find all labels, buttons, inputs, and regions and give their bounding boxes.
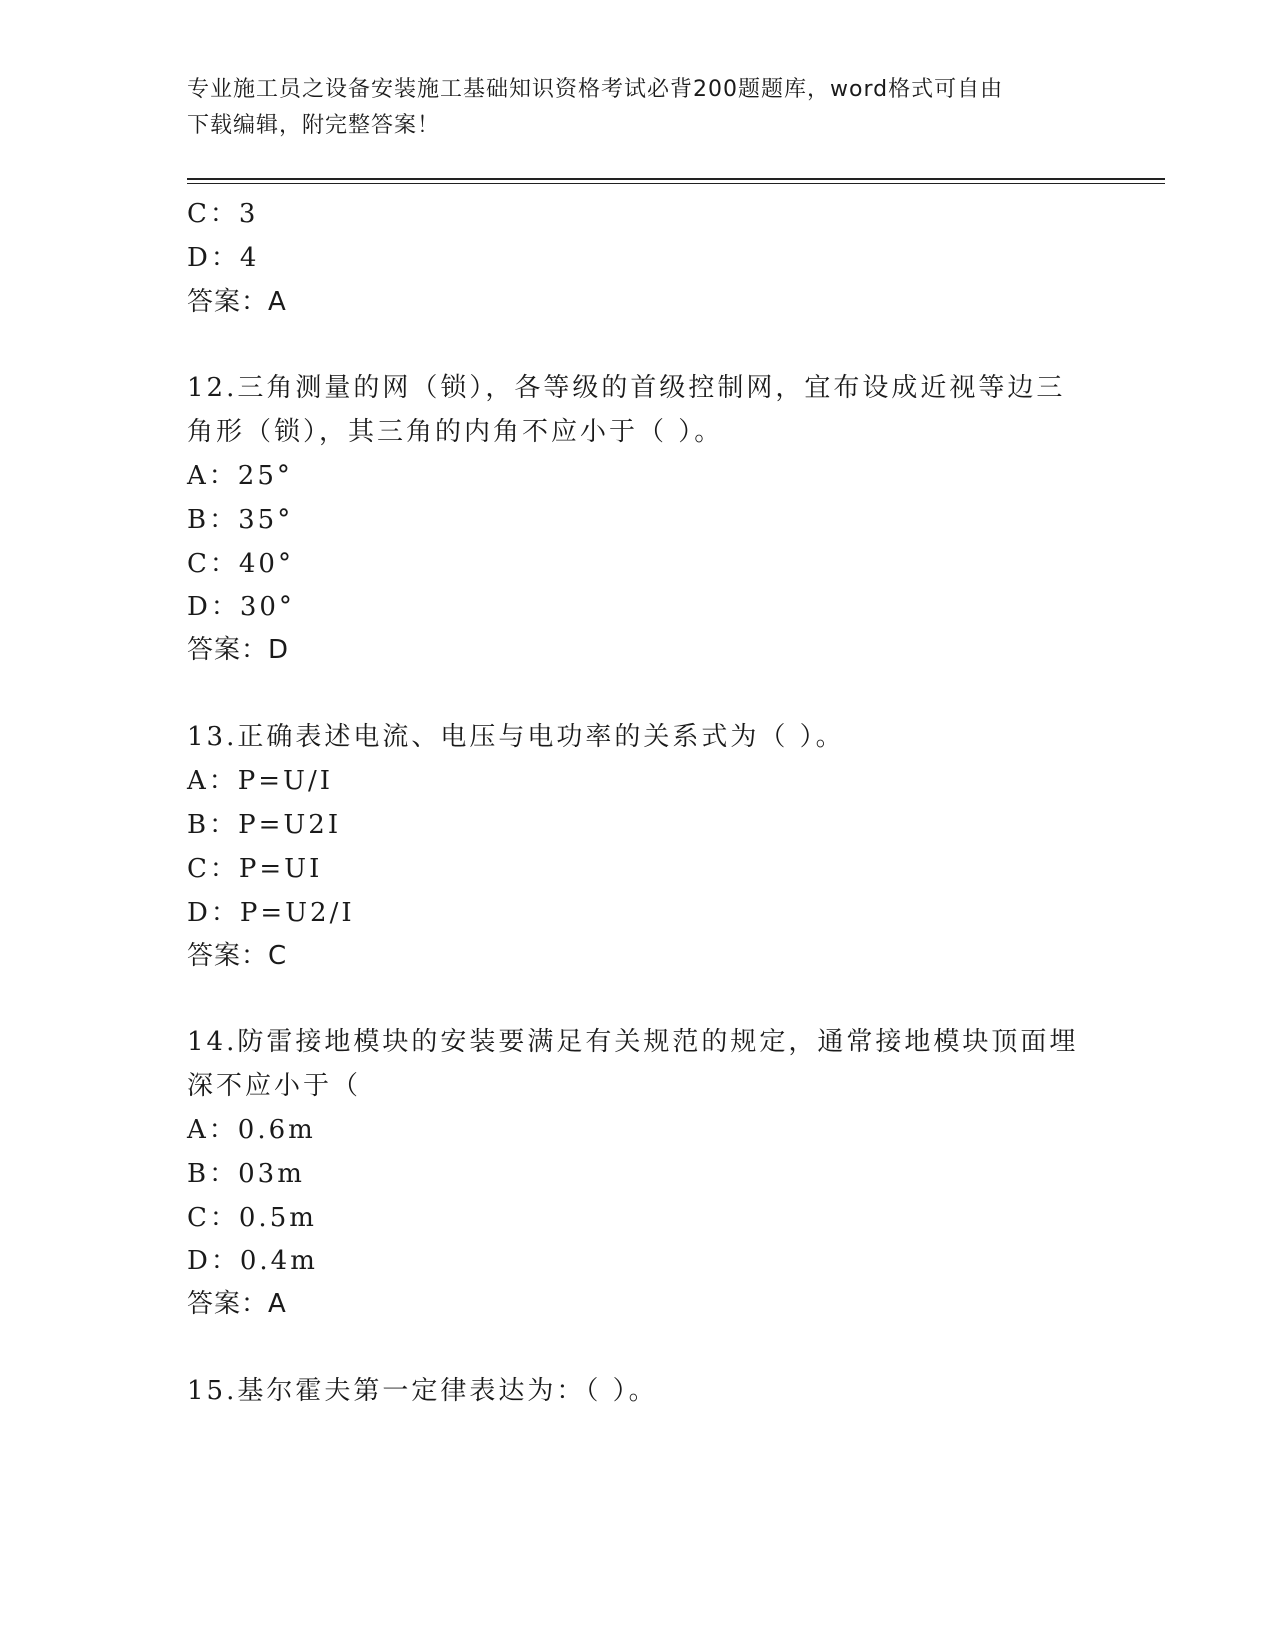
- option-c: C：3: [187, 199, 259, 229]
- option-a: A：0.6m: [187, 1115, 316, 1145]
- header-title-line-2: 下载编辑，附完整答案！: [187, 113, 441, 138]
- question-12-text-cont: 角形（锁），其三角的内角不应小于（ ）。: [187, 417, 724, 447]
- question-14-text-cont: 深不应小于（: [187, 1071, 362, 1101]
- answer-line: 答案：C: [187, 941, 288, 971]
- header-divider-thin: [187, 183, 1165, 184]
- answer-line: 答案：A: [187, 1289, 287, 1319]
- option-d: D：0.4m: [187, 1246, 318, 1276]
- option-d: D：30°: [187, 592, 295, 622]
- option-c: C：0.5m: [187, 1203, 317, 1233]
- option-d: D：4: [187, 243, 260, 273]
- option-b: B：P=U2I: [187, 810, 342, 840]
- option-a: A：25°: [187, 461, 293, 491]
- answer-line: 答案：A: [187, 287, 287, 317]
- document-header: [187, 72, 1087, 144]
- header-divider-thick: [187, 178, 1165, 180]
- option-b: B：35°: [187, 505, 294, 535]
- option-c: C：40°: [187, 549, 294, 579]
- answer-line: 答案：D: [187, 635, 290, 665]
- option-c: C：P=UI: [187, 854, 323, 884]
- option-a: A：P=U/I: [187, 766, 333, 796]
- option-d: D：P=U2/I: [187, 898, 355, 928]
- option-b: B：03m: [187, 1159, 305, 1189]
- question-14-text: 14.防雷接地模块的安装要满足有关规范的规定，通常接地模块顶面埋: [187, 1027, 1079, 1057]
- question-12-text: 12.三角测量的网（锁），各等级的首级控制网，宜布设成近视等边三: [187, 373, 1066, 403]
- header-title-line-1: 专业施工员之设备安装施工基础知识资格考试必背200题题库，word格式可自由: [187, 77, 1004, 102]
- question-15-text: 15.基尔霍夫第一定律表达为：（ ）。: [187, 1376, 658, 1406]
- question-13-text: 13.正确表述电流、电压与电功率的关系式为（ ）。: [187, 722, 845, 752]
